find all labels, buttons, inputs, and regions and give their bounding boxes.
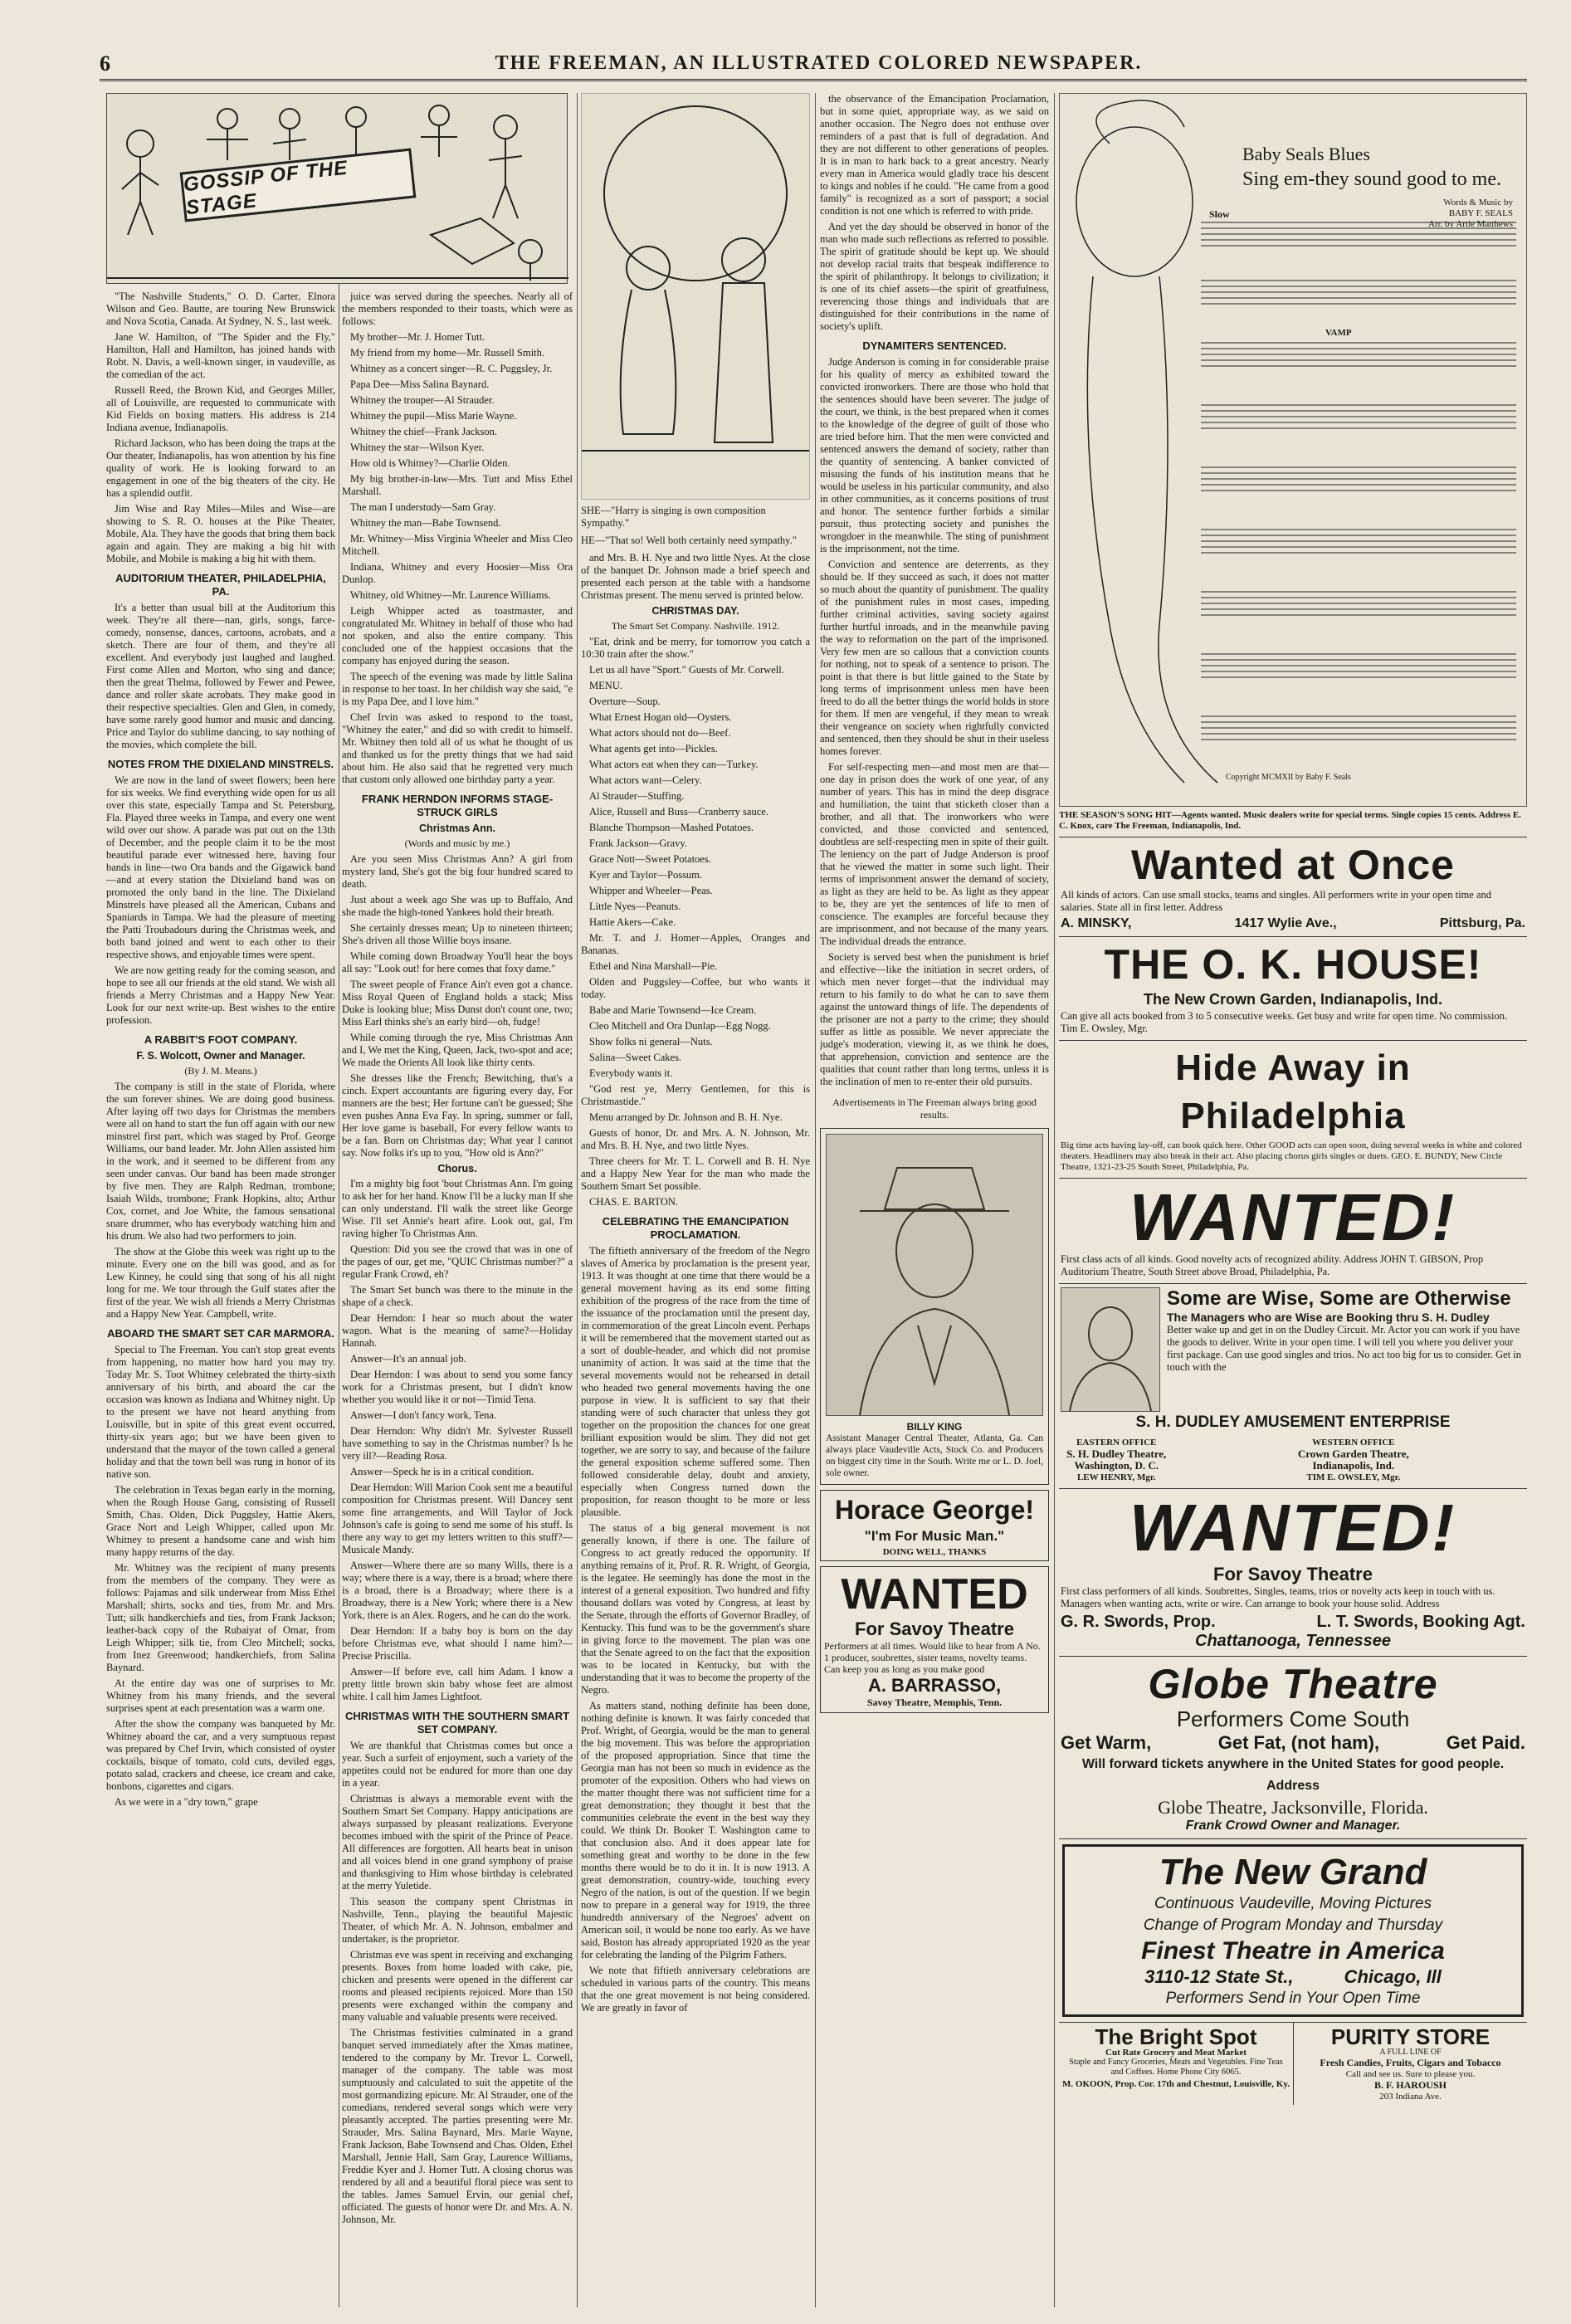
menu-line: CHAS. E. BARTON.	[589, 1196, 679, 1208]
article-paragraph: Mr. Whitney was the recipient of many presents from the members of the company. They were as follows: Pajamas and silk underwear from Miss Ethel Marshall; shirts, socks and ties, from Mr. and Mrs. Tutt; silk handkerchiefs and ties, from Frank Jackson; leather-back copy of the Rubaiyat of Omar, from Leigh Whipper; silk tie, from Cleo Mitchell; socks, from Inez Greenwood; handkerchiefs, from Salina Baynard.	[106, 1562, 335, 1673]
ok-house-sub: The New Crown Garden, Indianapolis, Ind.	[1143, 991, 1443, 1008]
gossip-notes	[106, 290, 335, 565]
article-paragraph: We are now getting ready for the coming season, and hope to see all our friends at the old stand. We wish all friends a Merry Christmas and a Happy New Year. Look for our next write-up. Best wishes to the entire profession.	[106, 964, 335, 1026]
song-verse: Are you seen Miss Christmas Ann? A girl from mystery land, She's got the big four hundred scared to death.	[342, 853, 573, 890]
office-label: EASTERN OFFICE	[1076, 1438, 1157, 1448]
portrait-sketch	[827, 1135, 1042, 1415]
menu-line: MENU.	[589, 680, 622, 691]
tempo-mark: Slow	[1209, 208, 1230, 220]
menu-line: What actors want—Celery.	[589, 774, 702, 786]
menu-line: Cleo Mitchell and Ora Dunlap—Egg Nogg.	[589, 1020, 771, 1032]
song-verse: While coming down Broadway You'll hear the boys all say: "Look out! for here comes that foxy dame."	[342, 950, 573, 974]
menu-line: "God rest ye, Merry Gentlemen, for this is Christmastide."	[581, 1083, 810, 1107]
column-d	[820, 93, 1049, 2307]
ok-house-ad	[1059, 937, 1527, 1041]
menu-line: What agents get into—Pickles.	[589, 743, 718, 754]
toast-line: The man I understudy—Sam Gray.	[350, 501, 496, 513]
ok-house-head: THE O. K. HOUSE!	[1104, 941, 1482, 988]
toast-line: Mr. Whitney—Miss Virginia Wheeler and Miss Cleo Mitchell.	[342, 533, 573, 557]
minsky-addr: 1417 Wylie Ave.,	[1234, 916, 1337, 930]
dudley-tag: The Managers who are Wise are Booking thru S. H. Dudley	[1167, 1311, 1490, 1324]
new-grand-address: 3110-12 State St., Chicago, Ill	[1144, 1966, 1442, 1987]
dudley-body: Better wake up and get in on the Dudley Circuit. Mr. Actor you can work if you have the goods to deliver. Write in your open time. I will tell you where you deliver your first package. Can use good singles and trios. No act too big for us to consider. Get in touch with the	[1167, 1324, 1522, 1373]
minsky-body: All kinds of actors. Can use small stocks, teams and singles. All performers write in your open time and salaries. State all in first letter. Address	[1061, 889, 1492, 913]
menu-line: Babe and Marie Townsend—Ice Cream.	[589, 1004, 757, 1016]
swords-head: WANTED!	[1129, 1491, 1457, 1565]
article-paragraph: The show at the Globe this week was right up to the minute. Every one on the bill was good, and as for Lew Kinney, he could sing that song of his all night long for me. We tour through the Gulf states after the first of the year. We wish all friends a Merry Christmas and a Happy New Year. Campbell, write.	[106, 1246, 335, 1320]
qa-line: Answer—Where there are so many Wills, there is a way; where there is a way, there is a broad; where there is a broad, there is a Broadway; where there is a Broadway, there is a New York; where there is a New York, there is an Alex. Rogers, and he can do the work.	[342, 1560, 573, 1621]
qa-line: Question: Did you see the crowd that was in one of the pages of our, get me, "QUIC Christmas number?" a regular Frank Crowd, eh?	[342, 1243, 573, 1280]
article-heading: ABOARD THE SMART SET CAR MARMORA.	[107, 1327, 334, 1340]
article-paragraph: Judge Anderson is coming in for considerable praise for his quality of mercy as exhibited toward the convicted ironworkers. There are those who hold that the sentences should have been severer. The judge of the court, we think, is the best prepared when it comes to the knowledge of the degree of guilt of those who are tried before him. That the men were convicted and sentenced answers the demand of society, rather than the quantity of sentencing. A banker convicted of misusing the funds of his institution means that he would be useless in his particular community, and also in other communities, as it concerns positions of trust and honor. The sentence further forbids a similar pursuit, thus protecting society and punishes the wrongdoer in the meanwhile. The sting of punishment is the imprisonment, not the time.	[820, 356, 1049, 554]
toast-line: juice was served during the speeches. Nearly all of the members responded to their toasts, which were as follows:	[342, 290, 573, 327]
gibson-ad	[1059, 1179, 1527, 1284]
article-paragraph: The company is still in the state of Florida, where the sun forever shines. We are doing good business. After laying off two days for Christmas the members were all on hand to start the fun off again with our new minstrel first part, which was staged by Prof. George Williams, our band leader. Mr. John Allen assisted him in the work, and it seemed to be different from any seen under canvas. Our band has been made stronger by five men. They are Ralph Redman, trombone; Isaiah Wilds, trombone; Frank Hopkins, alto; Arthur Cox, cornet, and Joe White, the famous sensational snare drummer, who has everybody watching him and his drum. We also had two performers to join.	[106, 1081, 335, 1242]
column-rule	[1054, 93, 1055, 2307]
minsky-head: Wanted at Once	[1131, 842, 1455, 888]
credit-line: Words & Music by	[1443, 198, 1513, 208]
toast-line: My friend from my home—Mr. Russell Smith.	[350, 347, 545, 359]
menu-line: Grace Nott—Sweet Potatoes.	[589, 853, 711, 865]
column-c	[581, 93, 810, 2307]
qa-line: The Smart Set bunch was there to the minute in the shape of a check.	[342, 1284, 573, 1308]
menu-line: Show folks ni general—Nuts.	[589, 1036, 713, 1047]
article-heading: AUDITORIUM THEATER, PHILADELPHIA, PA.	[115, 572, 326, 598]
article-heading: CELEBRATING THE EMANCIPATION PROCLAMATION.	[602, 1215, 789, 1241]
toast-line: Whitney the pupil—Miss Marie Wayne.	[350, 410, 517, 422]
horace-george-ad	[820, 1490, 1049, 1561]
bright-spot-body: Staple and Fancy Groceries, Meats and Vegetables. Fine Teas and Coffees. Home Phone City 6065.	[1069, 2058, 1283, 2077]
swords-ad	[1059, 1489, 1527, 1657]
minsky-name: A. MINSKY,	[1061, 916, 1132, 930]
toast-line: Whitney the man—Babe Townsend.	[350, 517, 501, 529]
savoy-name: A. BARRASSO,	[867, 1675, 1002, 1696]
sheet-music	[1059, 93, 1527, 807]
article-paragraph: The status of a big general movement is not generally known, if there is one. The failure of Congress to act greatly reduced the opportunity. If anything remains of it, Prof. R. R. Wright, of Georgia, is the legatee. He seemingly has done the most in the interest of a general exposition. Two hundred and fifty thousand dollars was voted by Congress, at least by the Senate, through the efforts of Governor Bradley, of Kentucky. This fund was to be the government's share in giving force to the movement. The plan was one that the Senate agreed to on the fact that the exposition was to be located in Kentucky, but with the understanding that it was to become the property of the Negro.	[581, 1522, 810, 1696]
article-paragraph: This season the company spent Christmas in Nashville, Tenn., playing the beautiful Majestic Theater, of which Mr. A. N. Johnson, embalmer and undertaker, is the proprietor.	[342, 1896, 573, 1945]
article-paragraph: At the entire day was one of surprises to Mr. Whitney from his many friends, and the several surprises spent at each presentation was a warm one.	[106, 1677, 335, 1714]
swords-prop: G. R. Swords, Prop.	[1061, 1613, 1216, 1631]
song-verse: She dresses like the French; Bewitching, that's a cinch. Expert accountants are figuring every day, For manners are the best; Her fortune can't be guessed; She even pushes Anna Eva Fay. In spring, summer or fall, Her love game is baseball, For every fellow wants to be a fan. Born on Christmas day; What year I cannot say. Now folks it's up to you, "How old is Ann?"	[342, 1072, 573, 1159]
swords-body: First class performers of all kinds. Soubrettes, Singles, teams, trios or novelty acts keep in touch with us. Managers when wanting acts, write or wire. Can arrange to book your house solid. Address	[1061, 1585, 1495, 1609]
office-name: S. H. Dudley Theatre, Washington, D. C.	[1066, 1448, 1167, 1472]
gibson-body: First class acts of all kinds. Good novelty acts of recognized ability. Address JOHN T. GIBSON, Prop Auditorium Theatre, South Street above Broad, Philadelphia, Pa.	[1061, 1253, 1484, 1277]
new-grand-line: Change of Program Monday and Thursday	[1143, 1916, 1443, 1934]
article-paragraph: Society is served best when the punishment is brief and effective—like the initiation in secret orders, of which men never forget—that the individual may return to his family to do what he can to save them against the untoward things of life. The dependents of the prisoner are not a party to the crime; they should suffer as little as possible. We never appreciate the judge's moderation, viewing it, as we think he does, that apprehension, conviction and sentence are the qualities that count rather than long terms, unless it is the inclination of men to re-enter their old pursuits.	[820, 951, 1049, 1087]
article-heading: A RABBIT'S FOOT COMPANY.	[144, 1033, 298, 1046]
vamp-mark: VAMP	[1325, 328, 1352, 338]
column-b	[342, 290, 573, 2307]
song-verse: Just about a week ago She was up to Buffalo, And she made the high-toned Yankees hold their breath.	[342, 894, 573, 918]
cartoon-caption-he: HE—"That so! Well both certainly need sympathy."	[581, 535, 797, 546]
gossip-paragraph: Richard Jackson, who has been doing the traps at the Our theater, Indianapolis, has won attention by his fine quality of work. He is looking forward to an engagement in one of the big theaters of the city. He has a splendid outfit.	[106, 437, 335, 499]
new-grand-line: Performers Send in Your Open Time	[1165, 1990, 1421, 2007]
article-paragraph: The fiftieth anniversary of the freedom of the Negro slaves of America by proclamation is the present year, 1913. It was thought at one time that there would be a general movement having as its end some fitting exhibition of the progress of the race from the time of the issuance of the proclamation until the present day, in commemoration of the great Lincoln event. Perhaps it will be remembered that the movement started out as a sort of double-header, and which did not promise unanimity of action. It was said at the time that the several movements would not be rehearsed in detail who headed two general movements having the one purpose in view. It is sufficient to say that their standing were of such character that unless they got together on the proposition the chances for one great brilliant exposition would be slim. They did not get together, we are sorry to say, and because of the failure the general exposition scheme suffered some. Then followed considerable delay, doubt and anxiety, especially when Congress turned down the proposition, for reason thought to be more or less plausible.	[581, 1245, 810, 1518]
credit-line: BABY F. SEALS	[1448, 208, 1513, 218]
bottom-ads	[1059, 2022, 1527, 2105]
savoy-wanted-head: WANTED	[841, 1570, 1028, 1618]
menu-line: Everybody wants it.	[589, 1067, 673, 1079]
menu-title: CHRISTMAS DAY.	[651, 605, 739, 617]
qa-line: Answer—If before eve, call him Adam. I know a pretty little brown skin baby whose feet are almost white. I call him James Lightfoot.	[342, 1666, 573, 1702]
gossip-paragraph: Russell Reed, the Brown Kid, and Georges Miller, all of Louisville, are requested to communicate with Kid Fields on boxing matters. His address is 214 Indiana avenue, Indianapolis.	[106, 384, 335, 433]
qa-line: Dear Herndon: Why didn't Mr. Sylvester Russell have something to say in the Christmas number? Is he very ill?—Reading Rosa.	[342, 1425, 573, 1462]
page-number: 6	[100, 51, 110, 76]
purity-line: Fresh Candies, Fruits, Cigars and Tobacco	[1320, 2057, 1501, 2068]
article-paragraph: For self-respecting men—and most men are that—one day in prison does the work of one year, of any number of years. This has in mind the deep disgrace and humiliation, the taint that sticketh closer than a brother, and all that. The ironworkers who were convicted, and those convicted and sentenced, doubtless are self-respecting men in spite of their guilt. The leniency on the part of Judge Anderson is proof that he viewed the matter in some such light. Their terms of imprisonment answer the demand of society, as light as they are held to be. As light as they appear to be, they are yet the sentences of life to men of conscience. The examples are forceful because they are imprisonment, and not because of the many years. The individual dreads the entrance.	[820, 761, 1049, 947]
globe-city: Globe Theatre, Jacksonville, Florida.	[1158, 1797, 1428, 1818]
toast-line: How old is Whitney?—Charlie Olden.	[350, 457, 510, 469]
purity-addr: 203 Indiana Ave.	[1379, 2092, 1442, 2102]
office-label: WESTERN OFFICE	[1312, 1438, 1395, 1448]
swords-agent: L. T. Swords, Booking Agt.	[1316, 1613, 1525, 1631]
dudley-portrait	[1061, 1287, 1160, 1412]
column-rule	[577, 93, 578, 2307]
article-paragraph: and Mrs. B. H. Nye and two little Nyes. At the close of the banquet Dr. Johnson made a brief speech and presented each person at the table with a handsome Christmas present. The menu served is printed below.	[581, 552, 810, 601]
toast-line: My brother—Mr. J. Homer Tutt.	[350, 331, 485, 343]
gossip-banner	[106, 93, 568, 289]
menu-line: What Ernest Hogan old—Oysters.	[589, 711, 732, 723]
menu-line: What actors eat when they can—Turkey.	[589, 759, 759, 770]
article-paragraph: Christmas eve was spent in receiving and exchanging presents. Boxes from home loaded with cake, pie, chicken and presents were opened in the different car rooms and pleased recipients rejoiced. More than 150 presents were exchanged within the company and many valuable and valuable presents were received.	[342, 1949, 573, 2023]
billy-king-name: BILLY KING	[906, 1421, 963, 1433]
new-grand-line: Continuous Vaudeville, Moving Pictures	[1154, 1895, 1432, 1912]
article-paragraph: And yet the day should be observed in honor of the man who made such reflections as referred to possible. The spirit of gratitude should be kept up. We should not develop racial traits that bespeak indifference to the spirit of philanthropy. It belongs to civilization; it is one of its chief assets—the spirit of greatfulness, reverencing those things and individuals that are distinguished for their contributions in the name of society's uplift.	[820, 221, 1049, 332]
philadelphia-body: Big time acts having lay-off, can book quick here. Other GOOD acts can open soon, doing several weeks in white and colored theaters. Headliners may also break in their act. Also placing chorus girls singles or duets. GEO. E. BUNDY, New Circle Theatre, 1321-23-25 South Street, Philadelphia, Pa.	[1061, 1140, 1522, 1172]
song-verse: The sweet people of France Ain't even got a chance. Miss Royal Queen of England holds a stack; Miss Duke is looking blue; Miss Dunst don't count one, two; Miss Earl thinks she's an early bird—oh, fudge!	[342, 979, 573, 1028]
chorus-title: Chorus.	[437, 1163, 477, 1174]
article-byline: (By J. M. Means.)	[184, 1065, 257, 1077]
article-paragraph: Conviction and sentence are deterrents, as they should be. If they succeed as such, it does not matter so much about the quantity of punishment. The quality of the punishment rules in most cases, impeding further criminal activities, saving society against further hurtful inroads, and in the meanwhile paving the way to reformation on the part of the imprisoned. Very few men are so callous that a conviction counts for nothing, not to speak of a sentence to prison. The point is that there is but little gained to the State by long terms of imprisonment unless men have been freed to do all the better things the world holds in store for them. If men are vengeful, if they mean to wreak their vengeance on society when rightfully convicted and sentenced, then they should be shut in their useless homes forever.	[820, 559, 1049, 757]
toast-line: Whitney the star—Wilson Kyer.	[350, 442, 485, 453]
sheet-music-caption: THE SEASON'S SONG HIT—Agents wanted. Music dealers write for special terms. Single copies 15 cents. Address E. C. Knox, care The Freeman, Indianapolis, Ind.	[1059, 810, 1521, 831]
office-manager: LEW HENRY, Mgr.	[1076, 1472, 1156, 1482]
credit-line: Arr. by Artie Matthews	[1427, 219, 1513, 229]
menu-line: Al Strauder—Stuffing.	[589, 790, 685, 802]
article-paragraph: We are now in the land of sweet flowers; been here for six weeks. We find everything wide open for us all over this state, especially Tampa and St. Petersburg, Fla. Played three weeks in Tampa, and every one went wild over our show. A parade was put out on the 13th of December, and the people claim it to be the most beautiful parade ever witnessed here, having four bands in line—two Ora bands and the Gigawick band—and at every station the Dixieland band was on promoted the only band in the line. The Dixieland Minstrels have pleased all the American, Cubans and Spaniards in Tampa. We had the pleasure of meeting the Patti Troubadours during the Christmas week, and both band joined and went to each other to their respective shows, and enjoyable times were spent.	[106, 774, 335, 960]
menu-line: Hattie Akers—Cake.	[589, 916, 676, 928]
chorus-text: I'm a mighty big foot 'bout Christmas Ann. I'm going to ask her for her hand. Know I'll be a lucky man If she can only understand. I'll walk the street like George Wise. I'll set Annie's heart afire. Look out, gal, I'm raving higher To Christmas Ann.	[342, 1178, 573, 1239]
column-a	[106, 290, 335, 2307]
article-paragraph: The Christmas festivities culminated in a grand banquet served immediately after the Xmas matinee, tendered to the company by Mr. Trevor L. Corwell, manager of the company. The table was most sumptuously and calculated to suit the appetite of the most gormandizing epicure. Mr. Al Strauder, one of the comedians, rendered several songs which were very pleasantly accepted. The parties presenting were Mr. Strauder, Mrs. Salina Baynard, Mrs. Marie Wayne, Frank Jackson, Babe Townsend and Chas. Olden, Ethel Marshall, Jennie Hall, Sam Gray, Laurence Williams, Freddie Kyer and J. Homer Tutt. A closing chorus was rendered by all and a beautiful floral piece was sent to the tables. James Samuel Ervin, our genial chef, officiated. The guests of honor were Dr. and Mrs. A. N. Johnson, Mr.	[342, 2027, 573, 2225]
office-name: Crown Garden Theatre, Indianapolis, Ind.	[1297, 1448, 1409, 1472]
bright-spot-owner: M. OKOON, Prop.	[1062, 2079, 1137, 2089]
horace-george-tag: "I'm For Music Man."	[864, 1528, 1005, 1544]
savoy-body: Performers at all times. Would like to hear from A No. 1 producer, soubrettes, sister teams, novelty teams. Can keep you as long as you make good	[824, 1640, 1041, 1675]
gibson-head: WANTED!	[1129, 1180, 1457, 1254]
new-grand-ad	[1062, 1844, 1524, 2017]
article-heading: CHRISTMAS WITH THE SOUTHERN SMART SET COMPANY.	[344, 1710, 570, 1736]
qa-line: Answer—Speck he is in a critical condition.	[350, 1466, 534, 1477]
purity-head: PURITY STORE	[1330, 2024, 1490, 2049]
globe-owner: Frank Crowd Owner and Manager.	[1185, 1819, 1401, 1833]
article-paragraph: As we were in a "dry town," grape	[115, 1796, 258, 1808]
song-sheet-title: Baby Seals Blues	[1242, 144, 1370, 164]
globe-row-fat: Get Fat, (not ham),	[1217, 1732, 1380, 1753]
dudley-head: Some are Wise, Some are Otherwise	[1167, 1287, 1511, 1310]
globe-ad	[1059, 1657, 1527, 1839]
article-paragraph: After the show the company was banqueted by Mr. Whitney aboard the car, and a very sumptuous repast was prepared by Chef Irvin, which consisted of oyster cocktails, bisque of tomato, cold cuts, deviled eggs, potato salad, crackers and cheese, ice cream and cake, bonbons, cigarettes and cigars.	[106, 1718, 335, 1792]
article-paragraph: As matters stand, nothing definite has been done, nothing definite is known. It was fairly conceded that Prof. Wright, of Georgia, would be the man to general the big movement. This was before the appropriation of the proposed appropriation. Since that time the Georgia man has not been so much in evidence as the promoter of the exposition. Others who had views on the matter thought there was not sufficient time for a great demonstration; they thought it best that the communities celebrate the event in the best way they could. We think Dr. Booker T. Washington came to that conclusion also. And it does appear late for something great and worthy to be done in the few months there would be to do it in. It is now 1913. A great demonstration, country-wide, touching every Negro of the nation, is out of the question. If we begin now to prepare in a general way for 1919, the three hundredth anniversary of the Negroes' advent on American soil, it would be none too early. As we have said, Boston has already appropriated 1920 as the year for celebrating the landing of the Pilgrim Fathers.	[581, 1700, 810, 1960]
menu-line: Blanche Thompson—Mashed Potatoes.	[589, 822, 754, 833]
menu-line: Alice, Russell and Buss—Cranberry sauce.	[589, 806, 768, 818]
ok-house-body: Can give all acts booked from 3 to 5 consecutive weeks. Get busy and write for open time. No commission. Tim E. Owsley, Mgr.	[1061, 1010, 1508, 1034]
qa-line: Dear Herndon: If a baby boy is born on the day before Christmas eve, what should I name him?—Precise Priscilla.	[342, 1625, 573, 1662]
horace-george-line: DOING WELL, THANKS	[882, 1547, 987, 1557]
menu-list	[581, 636, 810, 1208]
menu-line: Frank Jackson—Gravy.	[589, 837, 687, 849]
article-paragraph: It's a better than usual bill at the Auditorium this week. They're all there—nan, girls, songs, farce-comedy, nonsense, dances, cartoons, acrobats, and a sketch. There are four of them, and they're all excellent. And everybody just laughed and laughed. First come Allen and Morton, who sing and dance; then the great Thelma, followed by Fewer and Pewee, dance and roller skate acrobats. They make good in their respective specialties. Glen and Glen, in comedy, have some rarely good humor and music and dancing. Price and Taylor do sublime dancing, to say nothing of the movies, which complete the bill.	[106, 602, 335, 750]
song-credit: (Words and music by me.)	[404, 837, 510, 849]
column-rule	[815, 93, 816, 2307]
article-paragraph: We note that fiftieth anniversary celebrations are scheduled in various parts of the country. This means that the one great movement is not being considered. We are greatly in favor of	[581, 1965, 810, 2014]
menu-company: The Smart Set Company. Nashville. 1912.	[611, 620, 780, 632]
menu-line: Three cheers for Mr. T. L. Corwell and B. H. Nye and a Happy New Year for the man who made the Southern Smart Set possible.	[581, 1155, 810, 1192]
article-subheading: F. S. Wolcott, Owner and Manager.	[136, 1050, 305, 1062]
qa-line: Dear Herndon: Will Marion Cook sent me a beautiful composition for Christmas present. Will Dancey sent some fine arrangements, and Will Taylor of Jock Johnson's cafe is going to send me some of his stuff. Is there any way to get my letters written to this stuff?—Musicale Mandy.	[342, 1482, 573, 1555]
article-paragraph: The celebration in Texas began early in the morning, when the Rough House Gang, consisting of Russell Smith, Chas. Olden, Dick Puggsley, Hattie Akers, Grace Nort and Leigh Whipper, called upon Mr. Whitney to present a handsome cane and wish him many happy returns of the day.	[106, 1484, 335, 1558]
qa-line: Answer—I don't fancy work, Tena.	[350, 1409, 497, 1421]
minsky-city: Pittsburg, Pa.	[1439, 916, 1525, 930]
billy-king-ad	[820, 1128, 1049, 1485]
dudley-enterprise: S. H. DUDLEY AMUSEMENT ENTERPRISE	[1135, 1413, 1451, 1431]
article-heading: NOTES FROM THE DIXIELAND MINSTRELS.	[107, 758, 334, 770]
song-verse: While coming through the rye, Miss Christmas Ann and I, We met the King, Queen, Jack, two-spot and ace; We made the Orients All look like thirty cents.	[342, 1032, 573, 1068]
menu-line: Let us all have "Sport." Guests of Mr. Corwell.	[589, 664, 784, 676]
column-e	[1059, 93, 1527, 2307]
purity-store-ad	[1293, 2023, 1527, 2105]
toast-line: Chef Irvin was asked to respond to the toast, "Whitney the eater," and did so with credit to himself. Mr. Whitney then told all of us what he thought of us and thanked us for the pretty things that we had said about him. He also said that he regretted very much that custom only allowed one birthday party a year.	[342, 711, 573, 785]
purity-sub: A FULL LINE OF	[1379, 2048, 1442, 2057]
toast-line: My big brother-in-law—Mrs. Tutt and Miss Ethel Marshall.	[342, 473, 573, 497]
menu-line: Mr. T. and J. Homer—Apples, Oranges and Bananas.	[581, 932, 810, 956]
bright-spot-head: The Bright Spot	[1095, 2024, 1257, 2049]
savoy-barrasso-ad	[820, 1566, 1049, 1713]
menu-line: What actors should not do—Beef.	[589, 727, 731, 739]
qa-line: Dear Herndon: I hear so much about the water wagon. What is the meaning of same?—Holiday Hannah.	[342, 1312, 573, 1349]
philadelphia-head: Hide Away in Philadelphia	[1175, 1047, 1411, 1136]
article-paragraph: the observance of the Emancipation Proclamation, but in some quiet, appropriate way, as we said on another occasion. The Negro does not enthuse over reminders of a past that is full of degradation. And they are not different to other generations of peoples. It is in man to hark back to a great ancestry. Nearly every man in America would gladly trace his descent to kings and nobles if he could. "He came from a good family" is recognized as a sort of passport; a social condition is not one which is referred to with pride.	[820, 93, 1049, 217]
gossip-banner-title: GOSSIP OF THE STAGE	[180, 149, 417, 222]
purity-call: Call and see us. Sure to please you.	[1345, 2069, 1476, 2079]
globe-row-paid: Get Paid.	[1446, 1732, 1525, 1753]
article-paragraph: Special to The Freeman. You can't stop great events from happening, no matter how hard you may try. Today Mr. S. Toot Whitney celebrated the thirty-sixth anniversary of his birth, and aboard the car the occasion was known as Indiana and Whitney night. Up to the present we have not heard anything from Louisville, but in spite of this great event occurred, thirty-six years ago; but we have been given to understand that the mayor of the town called a general holiday and that the town bell was rung in honor of its native son.	[106, 1344, 335, 1480]
cartoon-illustration	[581, 93, 810, 500]
menu-line: Ethel and Nina Marshall—Pie.	[589, 960, 718, 972]
song-title: Christmas Ann.	[419, 823, 495, 834]
article-paragraph: Christmas is always a memorable event with the Southern Smart Set Company. Happy anticipations are always surpassed by pleasant realizations. Everyone becomes imbued with the spirit of the Prince of Peace. All differences are forgotten. All hearts beat in unison and all voices blend in one grand symphony of praise and thanksgiving to Him whose birthday is celebrated at the merry Yuletide.	[342, 1793, 573, 1892]
gossip-paragraph: Jim Wise and Ray Miles—Miles and Wise—are showing to S. R. O. houses at the Pike Theater, Mobile, Ala. They have the goods that bring them back again and again. They are making a big hit with Mobile, and Mobile is making a big hit with them.	[106, 503, 335, 564]
song-verse: She certainly dresses mean; Up to nineteen thirteen; She's driven all those Willie boys insane.	[342, 922, 573, 946]
gossip-paragraph: "The Nashville Students," O. D. Carter, Elnora Wilson and Geo. Bautte, are touring New Brunswick and Nova Scotia, Canada. At Sydney, N. S., last week.	[106, 290, 335, 327]
song-sheet-subtitle: Sing em-they sound good to me.	[1242, 168, 1501, 190]
menu-line: Menu arranged by Dr. Johnson and B. H. Nye.	[589, 1111, 783, 1123]
qa-line: Dear Herndon: I was about to send you some fancy work for a Christmas present, but I didn't know whether you would like it or not—Timid Tena.	[342, 1369, 573, 1405]
toast-line: Whitney the chief—Frank Jackson.	[350, 426, 498, 437]
qa-line: Answer—It's an annual job.	[350, 1353, 466, 1365]
copyright-line: Copyright MCMXII by Baby F. Seals	[1226, 773, 1351, 782]
new-grand-line: Finest Theatre in America	[1141, 1937, 1445, 1965]
savoy-for: For Savoy Theatre	[855, 1618, 1014, 1639]
toast-line: Whitney, old Whitney—Mr. Laurence Williams.	[350, 589, 551, 601]
advertising-note: Advertisements in The Freeman always bring good results.	[832, 1096, 1037, 1120]
menu-line: Guests of honor, Dr. and Mrs. A. N. Johnson, Mr. and Mrs. B. H. Nye, and two little Nyes.	[581, 1127, 810, 1151]
swords-sub: For Savoy Theatre	[1213, 1564, 1373, 1584]
dudley-eastern-office	[1061, 1437, 1288, 1483]
toast-list	[342, 290, 573, 786]
toast-line: Indiana, Whitney and every Hoosier—Miss Ora Dunlop.	[342, 561, 573, 585]
menu-line: Salina—Sweet Cakes.	[589, 1052, 682, 1063]
bright-spot-addr: Cor. 17th and Chestnut, Louisville, Ky.	[1138, 2079, 1290, 2089]
menu-line: Overture—Soup.	[589, 696, 661, 707]
bright-spot-ad	[1059, 2023, 1293, 2105]
bright-spot-sub: Cut Rate Grocery and Meat Market	[1105, 2048, 1247, 2058]
toast-line: Papa Dee—Miss Salina Baynard.	[350, 378, 490, 390]
portrait-sketch	[1061, 1288, 1159, 1411]
toast-line: The speech of the evening was made by little Salina in response to her toast. In her childish way she said, "e is my Papa Dee, and I love him."	[342, 671, 573, 707]
menu-line: Whipper and Wheeler—Peas.	[589, 885, 713, 896]
globe-row-warm: Get Warm,	[1061, 1732, 1152, 1753]
menu-line: Olden and Puggsley—Coffee, but who wants it today.	[581, 976, 810, 1000]
menu-line: Little Nyes—Peanuts.	[589, 901, 681, 912]
globe-head: Globe Theatre	[1148, 1661, 1438, 1707]
office-manager: TIM E. OWSLEY, Mgr.	[1306, 1472, 1401, 1482]
swords-city: Chattanooga, Tennessee	[1195, 1632, 1391, 1650]
billy-king-desc: Assistant Manager Central Theater, Atlanta, Ga. Can always place Vaudeville Acts, Stock Co. and Producers on biggest city time in the South. Write me or L. D. Joel, sole owner.	[826, 1433, 1043, 1478]
newspaper-title: THE FREEMAN, AN ILLUSTRATED COLORED NEWSPAPER.	[495, 52, 1143, 74]
song-sheet-credit	[1428, 198, 1513, 230]
menu-line: "Eat, drink and be merry, for tomorrow you catch a 10:30 train after the show."	[581, 636, 810, 660]
cartoon-caption-she: SHE—"Harry is singing is own composition Sympathy."	[581, 505, 766, 529]
philadelphia-ad	[1059, 1041, 1527, 1179]
globe-sub: Performers Come South	[1176, 1706, 1410, 1731]
menu-line: Kyer and Taylor—Possum.	[589, 869, 703, 881]
gossip-paragraph: Jane W. Hamilton, of "The Spider and the Fly," Hamilton, Hall and Hamilton, has joined hands with Robt. N. Davis, a well-known singer, in vaudeville, as the comedian of the act.	[106, 331, 335, 380]
savoy-address: Savoy Theatre, Memphis, Tenn.	[866, 1697, 1003, 1708]
globe-body: Will forward tickets anywhere in the United States for good people. Address	[1081, 1757, 1505, 1793]
minsky-ad	[1059, 837, 1527, 937]
article-heading: FRANK HERNDON INFORMS STAGE-STRUCK GIRLS	[361, 793, 554, 818]
purity-owner: B. F. HAROUSH	[1374, 2079, 1447, 2091]
article-heading: DYNAMITERS SENTENCED.	[862, 339, 1007, 352]
toast-line: Whitney the trouper—Al Strauder.	[350, 394, 495, 406]
article-paragraph: We are thankful that Christmas comes but once a year. Such a surfeit of enjoyment, such a variety of the appetites could not be endured for more than one day in a year.	[342, 1740, 573, 1789]
horace-george-name: Horace George!	[834, 1495, 1035, 1525]
cartoon-drawing	[582, 94, 809, 499]
masthead	[100, 48, 1527, 81]
toast-line: Whitney as a concert singer—R. C. Puggsley, Jr.	[350, 363, 553, 374]
billy-king-portrait	[826, 1134, 1043, 1416]
new-grand-head: The New Grand	[1159, 1852, 1427, 1892]
dudley-western-office	[1298, 1437, 1525, 1483]
toast-line: Leigh Whipper acted as toastmaster, and congratulated Mr. Whitney in behalf of those who had not spoken, and also the entire company. This concluded one of the happiest occasions that the company has enjoyed during the season.	[342, 605, 573, 666]
dudley-ad	[1059, 1284, 1527, 1489]
